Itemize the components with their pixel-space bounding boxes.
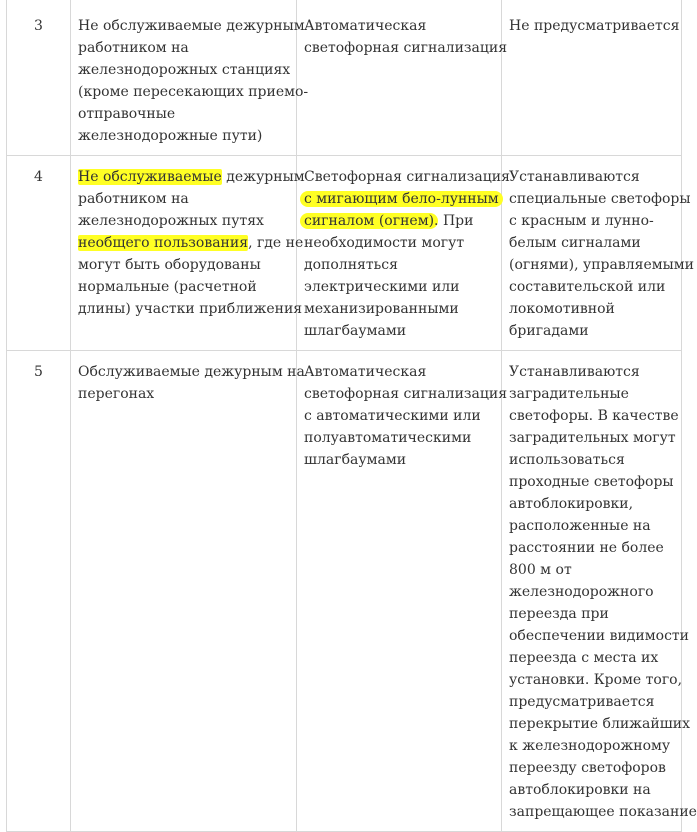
cell-line: полуавтоматическими	[304, 430, 472, 446]
table-row	[7, 351, 682, 832]
cell-line: установки. Кроме того,	[509, 672, 683, 688]
signals-cell	[502, 0, 682, 156]
crossing-location-cell	[71, 0, 309, 156]
cell-line: расстоянии не более	[509, 540, 664, 556]
cell-line: Светофорная сигнализация	[304, 169, 510, 185]
cell-line: перегонах	[78, 386, 155, 402]
cell-line: запрещающее показание	[509, 804, 697, 820]
cell-line: бригадами	[509, 323, 589, 339]
cell-line: могут быть оборудованы	[78, 257, 261, 273]
table-row	[7, 156, 682, 351]
cell-line: с красным и лунно-	[509, 213, 654, 229]
cell-line: железнодорожных путях	[78, 213, 264, 229]
cell-line: к железнодорожному	[509, 738, 671, 754]
cell-line: длины) участки приближения	[78, 301, 303, 317]
signaling-type-cell	[297, 351, 508, 832]
cell-line: расположенные на	[509, 518, 651, 534]
table-row	[7, 0, 682, 156]
cell-line: белым сигналами	[509, 235, 641, 251]
cell-line	[304, 210, 494, 232]
cell-line: электрическими или	[304, 279, 460, 295]
row-number-text: 5	[34, 364, 43, 380]
signals-cell	[502, 156, 694, 351]
cell-line: светофорная сигнализация	[304, 386, 508, 402]
cell-line: отправочные	[78, 106, 176, 122]
cell-line: переезда при	[509, 606, 609, 622]
cell-line: с автоматическими или	[304, 408, 481, 424]
cell-line: железнодорожных станциях	[78, 62, 291, 78]
row-number-text: 3	[34, 18, 43, 34]
cell-line: специальные светофоры	[509, 191, 691, 207]
highlighted-text: сигналом (огнем)	[300, 213, 438, 229]
row-number	[7, 351, 71, 832]
cell-line: составительской или	[509, 279, 666, 295]
signals-cell	[502, 351, 697, 832]
cell-line: работником на	[78, 40, 189, 56]
cell-line: заградительных могут	[509, 430, 676, 446]
cell-line: (огнями), управляемыми	[509, 257, 694, 273]
cell-line	[78, 232, 304, 254]
cell-line: железнодорожного	[509, 584, 654, 600]
text-fragment: дежурным	[221, 169, 305, 185]
text-fragment: . При	[434, 213, 474, 229]
cell-line: Автоматическая	[304, 364, 427, 380]
highlighted-text: необщего пользования	[78, 235, 249, 251]
cell-line: 800 м от	[509, 562, 572, 578]
cell-line	[78, 166, 305, 188]
cell-line: Автоматическая	[304, 18, 427, 34]
text-fragment: , где не	[248, 235, 304, 251]
cell-line: механизированными	[304, 301, 459, 317]
cell-line: светофорная сигнализация	[304, 40, 508, 56]
cell-line: необходимости могут	[304, 235, 465, 251]
cell-line: обеспечении видимости	[509, 628, 689, 644]
cell-line: локомотивной	[509, 301, 615, 317]
cell-line: Устанавливаются	[509, 169, 640, 185]
cell-line: (кроме пересекающих приемо-	[78, 84, 309, 100]
crossing-location-cell	[71, 351, 305, 832]
cell-line: Не предусматривается	[509, 18, 680, 34]
cell-line: переезда с места их	[509, 650, 659, 666]
row-number	[7, 156, 71, 351]
crossing-location-cell	[71, 156, 305, 351]
cell-line: использоваться	[509, 452, 625, 468]
cell-line: светофоры. В качестве	[509, 408, 679, 424]
cell-line: шлагбаумами	[304, 452, 407, 468]
highlighted-text: Не обслуживаемые	[78, 169, 222, 185]
crossings-table	[6, 0, 697, 832]
row-number	[7, 0, 71, 156]
cell-line: переезду светофоров	[509, 760, 666, 776]
cell-line: железнодорожные пути)	[78, 128, 263, 144]
cell-line: автоблокировки на	[509, 782, 651, 798]
cell-line: шлагбаумами	[304, 323, 407, 339]
cell-line	[304, 188, 499, 210]
signaling-type-cell	[297, 0, 508, 156]
cell-line: нормальные (расчетной	[78, 279, 257, 295]
cell-line: автоблокировки,	[509, 496, 634, 512]
cell-line: перекрытие ближайших	[509, 716, 690, 732]
cell-line: работником на	[78, 191, 189, 207]
cell-line: Устанавливаются	[509, 364, 640, 380]
cell-line: дополняться	[304, 257, 398, 273]
row-number-text: 4	[34, 169, 43, 185]
cell-line: Не обслуживаемые дежурным	[78, 18, 305, 34]
cell-line: проходные светофоры	[509, 474, 674, 490]
signaling-type-cell	[297, 156, 510, 351]
cell-line: Обслуживаемые дежурным на	[78, 364, 305, 380]
cell-line: заградительные	[509, 386, 629, 402]
cell-line: предусматривается	[509, 694, 655, 710]
highlighted-text: с мигающим бело-лунным	[300, 191, 503, 207]
